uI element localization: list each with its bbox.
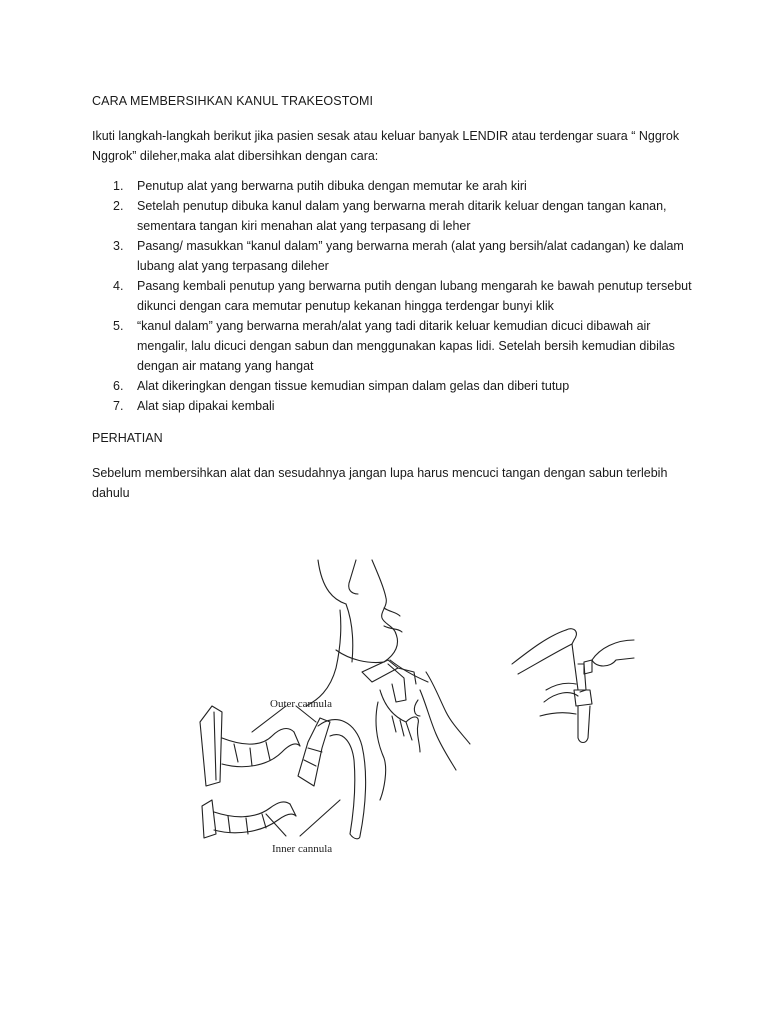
attention-text: Sebelum membersihkan alat dan sesudahnya jangan lupa harus mencuci tangan dengan sabun terlebih dahulu xyxy=(92,466,668,500)
outer-cannula-drawing xyxy=(200,706,300,786)
step-text: Pasang kembali penutup yang berwarna putih dengan lubang mengarah ke bawah penutup tersebut dikunci dengan cara memutar penutup kekanan hingga terdengar bunyi klik xyxy=(137,279,692,313)
step-number: 4. xyxy=(113,279,124,293)
document-title: CARA MEMBERSIHKAN KANUL TRAKEOSTOMI xyxy=(92,94,374,108)
step-number: 2. xyxy=(113,199,124,213)
patient-head-drawing xyxy=(306,560,428,706)
step-text: Penutup alat yang berwarna putih dibuka dengan memutar ke arah kiri xyxy=(137,179,527,193)
step-number: 3. xyxy=(113,239,124,253)
step-text: Alat dikeringkan dengan tissue kemudian simpan dalam gelas dan diberi tutup xyxy=(137,379,570,393)
outer-cannula-label: Outer cannula xyxy=(270,698,332,710)
step-number: 7. xyxy=(113,399,124,413)
inner-cannula-label: Inner cannula xyxy=(272,843,333,855)
step-number: 1. xyxy=(113,179,124,193)
step-number: 5. xyxy=(113,319,124,333)
cleaning-under-tap-drawing xyxy=(512,629,634,743)
step-text: “kanul dalam” yang berwarna merah/alat yang tadi ditarik keluar kemudian dicuci dibawah air mengalir, lalu dicuci dengan sabun dan menggunakan kapas lidi. Setelah bersih kemudian dibilas dengan air matang yang hangat xyxy=(137,319,675,373)
curved-cannula-drawing xyxy=(298,718,366,839)
step-text: Alat siap dipakai kembali xyxy=(137,399,275,413)
step-text: Setelah penutup dibuka kanul dalam yang berwarna merah ditarik keluar dengan tangan kanan, sementara tangan kiri menahan alat yang terpasang di leher xyxy=(137,199,667,233)
step-text: Pasang/ masukkan “kanul dalam” yang berwarna merah (alat yang bersih/alat cadangan) ke dalam lubang alat yang terpasang dileher xyxy=(137,239,684,273)
hands-at-neck-drawing xyxy=(376,672,470,800)
attention-heading: PERHATIAN xyxy=(92,431,163,445)
step-number: 6. xyxy=(113,379,124,393)
tube-at-neck-drawing xyxy=(362,660,416,702)
intro-paragraph: Ikuti langkah-langkah berikut jika pasien sesak atau keluar banyak LENDIR atau terdengar suara “ Nggrok Nggrok” dileher,maka alat dibersihkan dengan cara: xyxy=(92,129,680,163)
